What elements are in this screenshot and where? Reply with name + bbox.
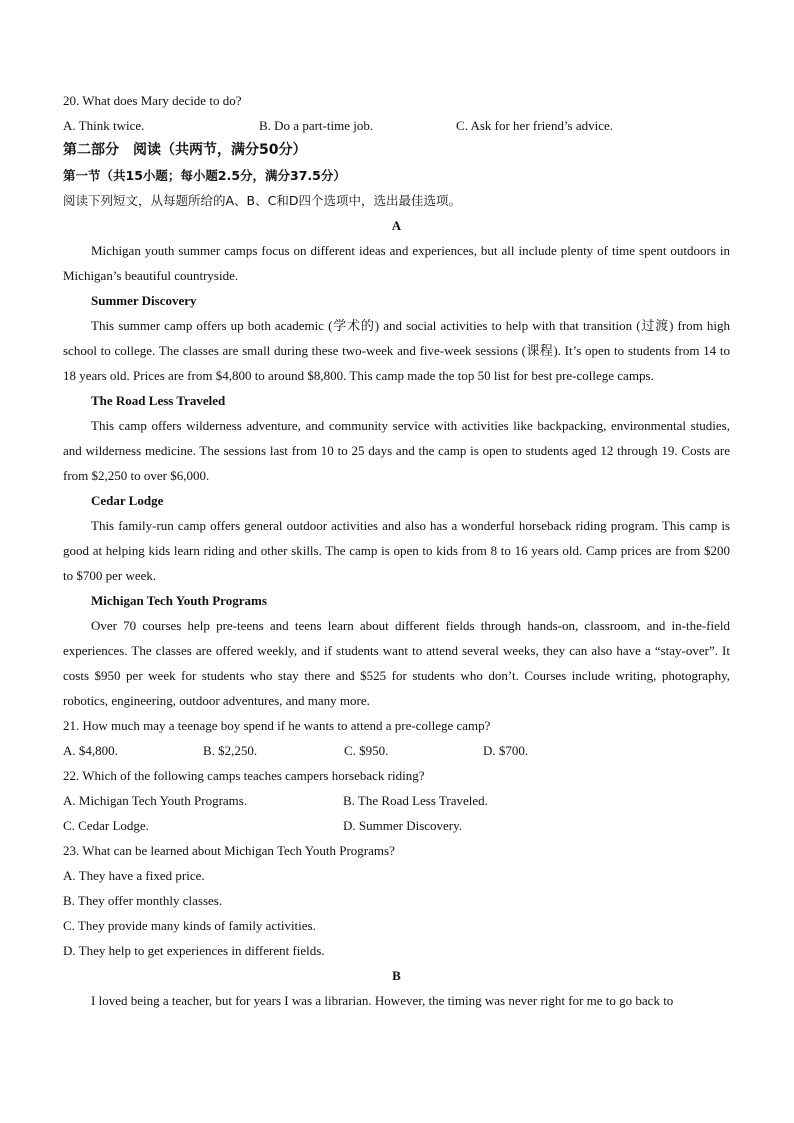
instructions: 阅读下列短文，从每题所给的A、B、C和D四个选项中，选出最佳选项。 bbox=[63, 193, 461, 208]
q20-options bbox=[63, 113, 730, 138]
camp-text-michigan-tech: Over 70 courses help pre-teens and teens learn about different fields through hands-on, classroom, and in-the-field experiences. The classes are offered weekly, and if students want to attend several weeks, they can also have a “stay-over”. It costs $950 per week for students who stay there and $525 for students who don’t. Courses include writing, photography, robotics, engineering, outdoor adventures, and many more. bbox=[63, 618, 730, 708]
passage-b-first-line: I loved being a teacher, but for years I was a librarian. However, the timing was never right for me to go back to bbox=[91, 993, 674, 1008]
q22-options-row2 bbox=[63, 813, 730, 838]
q23-option-a: A. They have a fixed price. bbox=[63, 868, 205, 883]
q22-option-d: D. Summer Discovery. bbox=[343, 818, 463, 833]
q21-option-b: B. $2,250. bbox=[203, 743, 258, 758]
passage-b-letter: B bbox=[392, 968, 401, 983]
camp-text-road-less-traveled: This camp offers wilderness adventure, and community service with activities like backpacking, environmental studies, and wilderness medicine. The sessions last from 10 to 25 days and the camp is open to students aged 12 through 19. Costs are from $2,250 to over $6,000. bbox=[63, 418, 730, 483]
q21-option-c: C. $950. bbox=[344, 743, 389, 758]
q23-option-b: B. They offer monthly classes. bbox=[63, 893, 223, 908]
q21-option-a: A. $4,800. bbox=[63, 743, 118, 758]
camp-title-summer-discovery: Summer Discovery bbox=[91, 293, 197, 308]
q22-option-c: C. Cedar Lodge. bbox=[63, 818, 149, 833]
q23-question: 23. What can be learned about Michigan Tech Youth Programs? bbox=[63, 843, 395, 858]
q23-option-c: C. They provide many kinds of family activities. bbox=[63, 918, 316, 933]
camp-text-cedar-lodge: This family-run camp offers general outdoor activities and also has a wonderful horseback riding program. This camp is good at helping kids learn riding and other skills. The camp is open to kids from 8 to 16 years old. Camp prices are from $200 to $700 per week. bbox=[63, 518, 730, 583]
part2-heading: 第二部分 阅读（共两节，满分50分） bbox=[63, 142, 307, 158]
passage-a-letter: A bbox=[391, 218, 402, 233]
q21-option-d: D. $700. bbox=[483, 743, 529, 758]
q20-option-c: C. Ask for her friend’s advice. bbox=[456, 118, 614, 133]
q20-question: 20. What does Mary decide to do? bbox=[63, 93, 242, 108]
q20-option-a: A. Think twice. bbox=[63, 118, 145, 133]
passage-a-intro: Michigan youth summer camps focus on different ideas and experiences, but all include plenty of time spent outdoors in Michigan’s beautiful countryside. bbox=[63, 243, 730, 283]
q20-option-b: B. Do a part-time job. bbox=[259, 118, 374, 133]
q21-question: 21. How much may a teenage boy spend if he wants to attend a pre-college camp? bbox=[63, 718, 491, 733]
q22-options-row1 bbox=[63, 788, 730, 813]
camp-title-michigan-tech: Michigan Tech Youth Programs bbox=[91, 593, 267, 608]
q22-option-b: B. The Road Less Traveled. bbox=[343, 793, 488, 808]
q23-option-d: D. They help to get experiences in different fields. bbox=[63, 943, 325, 958]
exam-page bbox=[63, 88, 730, 1013]
camp-title-cedar-lodge: Cedar Lodge bbox=[91, 493, 164, 508]
camp-title-road-less-traveled: The Road Less Traveled bbox=[91, 393, 226, 408]
camp-text-summer-discovery: This summer camp offers up both academic (学术的) and social activities to help with that transition (过渡) from high school to college. The classes are small during these two-week and five-week sessions (课程). It’s open to students from 14 to 18 years old. Prices are from $4,800 to around $8,800. This camp made the top 50 list for best pre-college camps. bbox=[63, 318, 730, 383]
q21-options bbox=[63, 738, 730, 763]
q22-question: 22. Which of the following camps teaches campers horseback riding? bbox=[63, 768, 425, 783]
q22-option-a: A. Michigan Tech Youth Programs. bbox=[63, 793, 248, 808]
section1-heading: 第一节（共15小题；每小题2.5分，满分37.5分） bbox=[63, 168, 346, 183]
